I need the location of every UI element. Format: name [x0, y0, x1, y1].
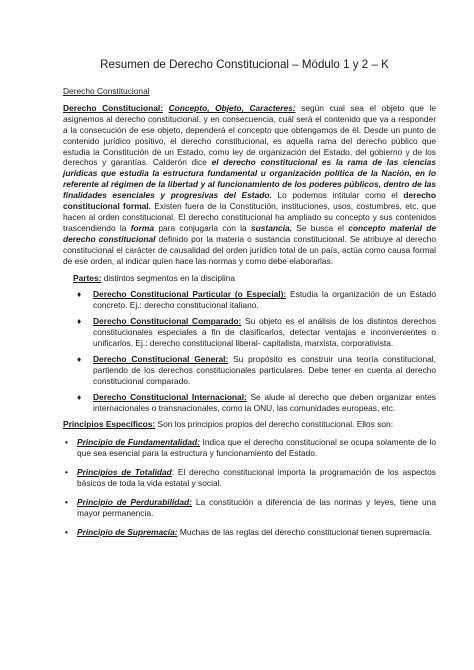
forma-term: forma — [130, 222, 155, 233]
principios-desc: Son los principios propios del derecho constitucional. Ellos son: — [155, 419, 394, 430]
bullet-icon: • — [65, 467, 68, 478]
bullet-icon: • — [65, 437, 68, 448]
sustancia-term: sustancia. — [250, 222, 292, 233]
diamond-bullet-icon: ♦ — [77, 391, 82, 402]
principios-label: Principios Específicos: — [63, 419, 156, 430]
principios-heading — [63, 419, 436, 430]
list-item — [63, 527, 436, 538]
principle-text: La constitución a diferencia de las normas y leyes, tiene una mayor permanencia. — [77, 497, 437, 518]
material-term: concepto material de derecho constitucional — [63, 222, 437, 244]
part-text: Su propósito es construir una teoría constitucional, partiendo de los derechos constitucionales particulares. Debe tener en cuenta al derecho constitucional comparado. — [93, 353, 436, 386]
bullet-icon: • — [65, 497, 68, 507]
partes-label: Partes: — [73, 272, 102, 283]
principle-text: : El derecho constitucional importa la programación de los aspectos básicos de toda la vida estatal y social. — [77, 467, 436, 489]
part-text: Estudia la organización de un Estado concreto. Ej.: derecho constitucional italiano. — [93, 289, 436, 311]
list-item — [63, 289, 436, 311]
intro-paragraph — [63, 103, 436, 267]
principle-term: Principio de Supremacía: — [77, 526, 178, 537]
diamond-bullet-icon: ♦ — [77, 353, 82, 364]
intro-text-4: para conjugarla con la — [154, 222, 251, 233]
part-term: Derecho Constitucional Internacional: — [93, 391, 247, 402]
intro-text-5: Se busca el — [291, 222, 349, 233]
principle-term: Principio de Perdurabilidad: — [77, 497, 192, 507]
diamond-bullet-icon: ♦ — [77, 289, 82, 300]
part-term: Derecho Constitucional Particular (o Especial): — [93, 289, 287, 300]
principle-term: Principio de Fundamentalidad: — [77, 437, 200, 448]
part-text: Su objeto es el análisis de los distintos derechos constitucionales especiales a fin de clasificarlos, detectar ventajas e inconvenientes o unificarlos. Ej.: derecho constitucional liberal- capitalista, marxista, corporativista. — [93, 316, 436, 349]
intro-text-3: Existen fuera de la Constitución, instituciones, usos, costumbres, etc. que hacen al orden constitucional. El derecho constitucional ha ampliado su concepto y sus contenidos trascendiendo la — [63, 201, 436, 233]
intro-term: Derecho Constitucional: — [63, 102, 164, 113]
intro-text-6: definido por la materia o sustancia constitucional. Se atribuye al derecho constitucional el carácter de causalidad del orden jurídico total de un país, actúa como causa formal de ese orden, al indicar quien hace las normas y como debe elaborarlas. — [63, 233, 436, 266]
principle-term: Principios de Totalidad — [77, 467, 172, 478]
bullet-icon: • — [65, 526, 68, 537]
list-item — [63, 497, 436, 519]
list-item — [63, 467, 436, 489]
document-title: Resumen de Derecho Constitucional – Módulo 1 y 2 – K — [100, 58, 389, 71]
intro-text-2: Lo podemos intitular como el — [271, 190, 404, 201]
principle-text: Indica que el derecho constitucional se ocupa solamente de lo que sea esencial para la estructura y funcionamiento del Estado. — [77, 437, 436, 459]
partes-list — [63, 289, 436, 413]
principios-list — [63, 437, 436, 537]
part-term: Derecho Constitucional Comparado: — [93, 316, 242, 327]
part-text: Se alude al derecho que deben organizar entes internacionales o transnacionales, como la ONU, las comunidades europeas, etc. — [93, 391, 436, 413]
calderon-quote: el derecho constitucional es la rama de las ciencias jurídicas que estudia la estructura fundamental u organización política de la Nación, en lo referente al régimen de la libertad y al funcionamiento de los poderes públicos, dentro de las finalidades esenciales y progresivas del Estado. — [63, 157, 436, 201]
part-term: Derecho Constitucional General: — [93, 353, 229, 364]
partes-desc: distintos segmentos en la disciplina — [101, 272, 236, 283]
principle-text: Muchas de las reglas del derecho constitucional tienen supremacía. — [177, 526, 432, 537]
formal-term: derecho constitucional formal. — [63, 190, 436, 212]
list-item — [63, 437, 436, 459]
list-item — [63, 354, 436, 387]
list-item — [63, 392, 436, 414]
intro-text-1: según cual sea el objeto que le asignemos al derecho constitucional, y en consecuencia, cuál será el contenido que va a responder a la consecución de ese objeto, dependerá el concepto que obtengamos de él. Desde un punto de contenido jurídico positivo, el derecho constitucional, es aquella rama del derecho público que estudia la Constitución de un Estado, como ley de organización del Estado, del gobierno y de los derechos y garantías. Calderón dice — [63, 102, 436, 168]
partes-heading — [73, 273, 436, 284]
diamond-bullet-icon: ♦ — [77, 316, 82, 327]
intro-subterm: Concepto, Objeto, Caracteres: — [168, 102, 296, 113]
list-item — [63, 316, 436, 349]
section-heading: Derecho Constitucional — [63, 86, 150, 96]
